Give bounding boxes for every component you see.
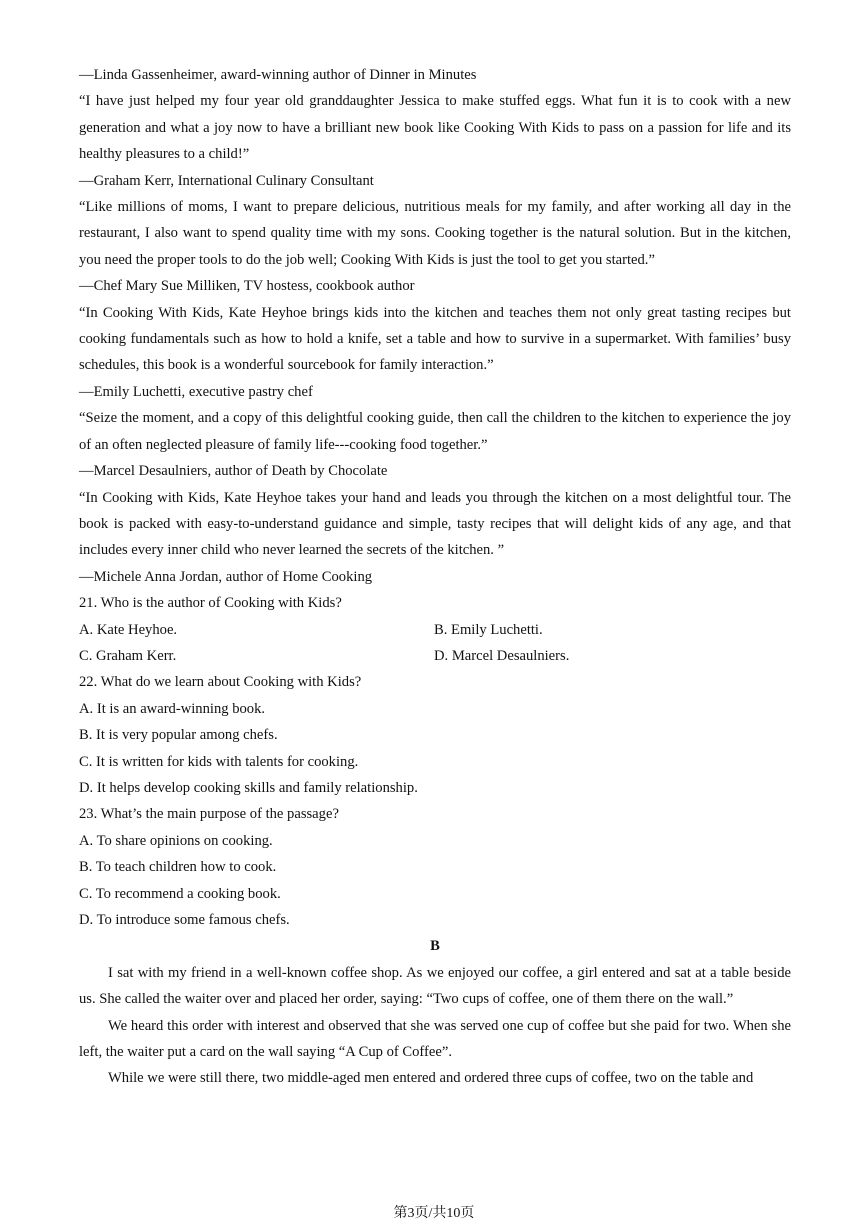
question-22-stem: 22. What do we learn about Cooking with Kids? [79,674,362,691]
question-21-option-c: C. Graham Kerr. [79,647,177,664]
quote-marcel-desaulniers: “Seize the moment, and a copy of this delightful cooking guide, then call the children to the kitchen to experience the joy of an often neglected pleasure of family life---cooking food together.” [79,410,791,453]
question-22-option-b: B. It is very popular among chefs. [79,727,278,744]
quote-emily-luchetti: “In Cooking With Kids, Kate Heyhoe brings kids into the kitchen and teaches them not only great tasting recipes but cooking fundamentals such as how to hold a knife, set a table and how to survive in a supermarket. With families’ busy schedules, this book is a wonderful sourcebook for family interaction.” [79,304,791,374]
question-23-stem: 23. What’s the main purpose of the passage? [79,806,339,823]
passage-b-paragraph-3: While we were still there, two middle-aged men entered and ordered three cups of coffee, two on the table and [108,1070,754,1087]
question-22-option-a: A. It is an award-winning book. [79,700,266,717]
exam-page [79,62,791,1092]
passage-b-paragraph-1: I sat with my friend in a well-known coffee shop. As we enjoyed our coffee, a girl entered and sat at a table beside us. She called the waiter over and placed her order, saying: “Two cups of coffee, one of them there on the wall.” [79,964,791,1008]
question-23-option-a: A. To share opinions on cooking. [79,832,273,849]
attribution-marcel-desaulniers: —Marcel Desaulniers, author of Death by Chocolate [79,463,388,480]
quote-mary-sue-milliken: “Like millions of moms, I want to prepare delicious, nutritious meals for my family, and after working all day in the restaurant, I also want to spend quality time with my sons. Cooking together is the natural solution. But in the kitchen, you need the proper tools to do the job well; Cooking With Kids is just the tool to get you started.” [79,199,791,268]
attribution-emily-luchetti: —Emily Luchetti, executive pastry chef [79,383,313,400]
quote-michele-anna-jordan: “In Cooking with Kids, Kate Heyhoe takes your hand and leads you through the kitchen on a most delightful tour. The book is packed with easy-to-understand guidance and simple, tasty recipes that will delight kids of any age, and that includes every inner child who never learned the secrets of the kitchen. ” [79,489,791,559]
question-22-option-c: C. It is written for kids with talents for cooking. [79,753,359,770]
attribution-michele-anna-jordan: —Michele Anna Jordan, author of Home Cooking [79,568,373,585]
passage-b-paragraph-2: We heard this order with interest and observed that she was served one cup of coffee but she paid for two. When she left, the waiter put a card on the wall saying “A Cup of Coffee”. [79,1017,791,1061]
quote-graham-kerr: “I have just helped my four year old granddaughter Jessica to make stuffed eggs. What fun it is to cook with a new generation and what a joy now to have a brilliant new book like Cooking With Kids to pass on a passion for life and its healthy pleasures to a child!” [79,93,791,163]
section-b-heading: B [430,938,440,955]
question-22-option-d: D. It helps develop cooking skills and family relationship. [79,779,418,796]
question-23-option-d: D. To introduce some famous chefs. [79,912,290,928]
question-23-option-b: B. To teach children how to cook. [79,859,277,876]
page-number-footer: 第3页/共10页 [393,1206,475,1221]
question-21-option-a: A. Kate Heyhoe. [79,621,178,638]
question-21-option-d: D. Marcel Desaulniers. [434,647,570,664]
question-23-option-c: C. To recommend a cooking book. [79,885,281,902]
question-21-option-b: B. Emily Luchetti. [434,621,543,638]
attribution-linda-gassenheimer: —Linda Gassenheimer, award-winning author of Dinner in Minutes [79,67,477,83]
question-21-options-row-1 [79,617,791,643]
question-21-stem: 21. Who is the author of Cooking with Kids? [79,595,342,612]
attribution-mary-sue-milliken: —Chef Mary Sue Milliken, TV hostess, cookbook author [79,278,415,295]
attribution-graham-kerr: —Graham Kerr, International Culinary Consultant [79,172,374,189]
question-21-options-row-2 [79,643,791,669]
